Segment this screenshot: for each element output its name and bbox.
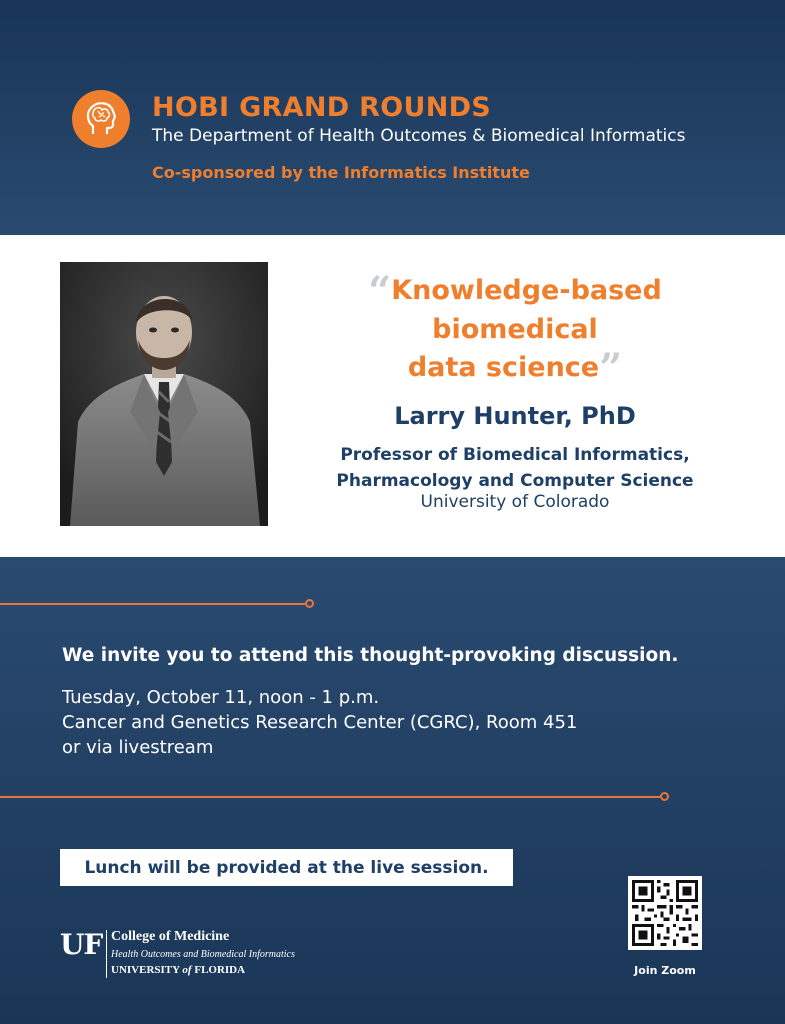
event-series-title: HOBI GRAND ROUNDS bbox=[152, 92, 492, 123]
department-name: The Department of Health Outcomes & Biomedical Informatics bbox=[152, 126, 686, 146]
talk-title-line2: biomedical bbox=[432, 314, 598, 345]
divider-bottom bbox=[0, 796, 660, 798]
divider-top-dot bbox=[305, 599, 314, 608]
university-name-of: of bbox=[182, 964, 192, 976]
talk-title-line1: Knowledge-based bbox=[391, 275, 662, 306]
lunch-notice-text: Lunch will be provided at the live session. bbox=[84, 857, 489, 878]
talk-title-line3: data science bbox=[407, 352, 600, 383]
event-location: Cancer and Genetics Research Center (CGRC), Room 451 bbox=[62, 712, 578, 733]
university-name-post: FLORIDA bbox=[194, 964, 246, 976]
cosponsor-line: Co-sponsored by the Informatics Institute bbox=[152, 163, 530, 182]
university-name-pre: UNIVERSITY bbox=[111, 964, 180, 976]
lunch-notice bbox=[60, 849, 513, 886]
speaker-role bbox=[300, 442, 730, 494]
brain-head-icon bbox=[72, 90, 130, 148]
join-zoom-label[interactable]: Join Zoom bbox=[634, 964, 696, 977]
college-name: College of Medicine bbox=[111, 929, 230, 944]
speaker-photo bbox=[60, 262, 268, 526]
speaker-name: Larry Hunter, PhD bbox=[394, 402, 636, 430]
event-datetime: Tuesday, October 11, noon - 1 p.m. bbox=[62, 687, 380, 708]
speaker-organization: University of Colorado bbox=[420, 492, 610, 512]
logo-separator bbox=[106, 930, 107, 978]
qr-code-icon[interactable] bbox=[628, 876, 702, 950]
university-name bbox=[111, 964, 245, 976]
divider-top bbox=[0, 603, 305, 605]
invitation-text: We invite you to attend this thought-provoking discussion. bbox=[62, 645, 679, 666]
talk-title bbox=[300, 268, 730, 392]
event-livestream: or via livestream bbox=[62, 737, 214, 758]
department-subtitle: Health Outcomes and Biomedical Informatics bbox=[111, 949, 295, 960]
speaker-role-line1: Professor of Biomedical Informatics, bbox=[340, 445, 690, 465]
close-quote-icon: ” bbox=[599, 345, 623, 392]
open-quote-icon: “ bbox=[368, 268, 392, 315]
speaker-role-line2: Pharmacology and Computer Science bbox=[336, 471, 694, 491]
uf-logo: UF bbox=[60, 928, 103, 961]
divider-bottom-dot bbox=[660, 792, 669, 801]
